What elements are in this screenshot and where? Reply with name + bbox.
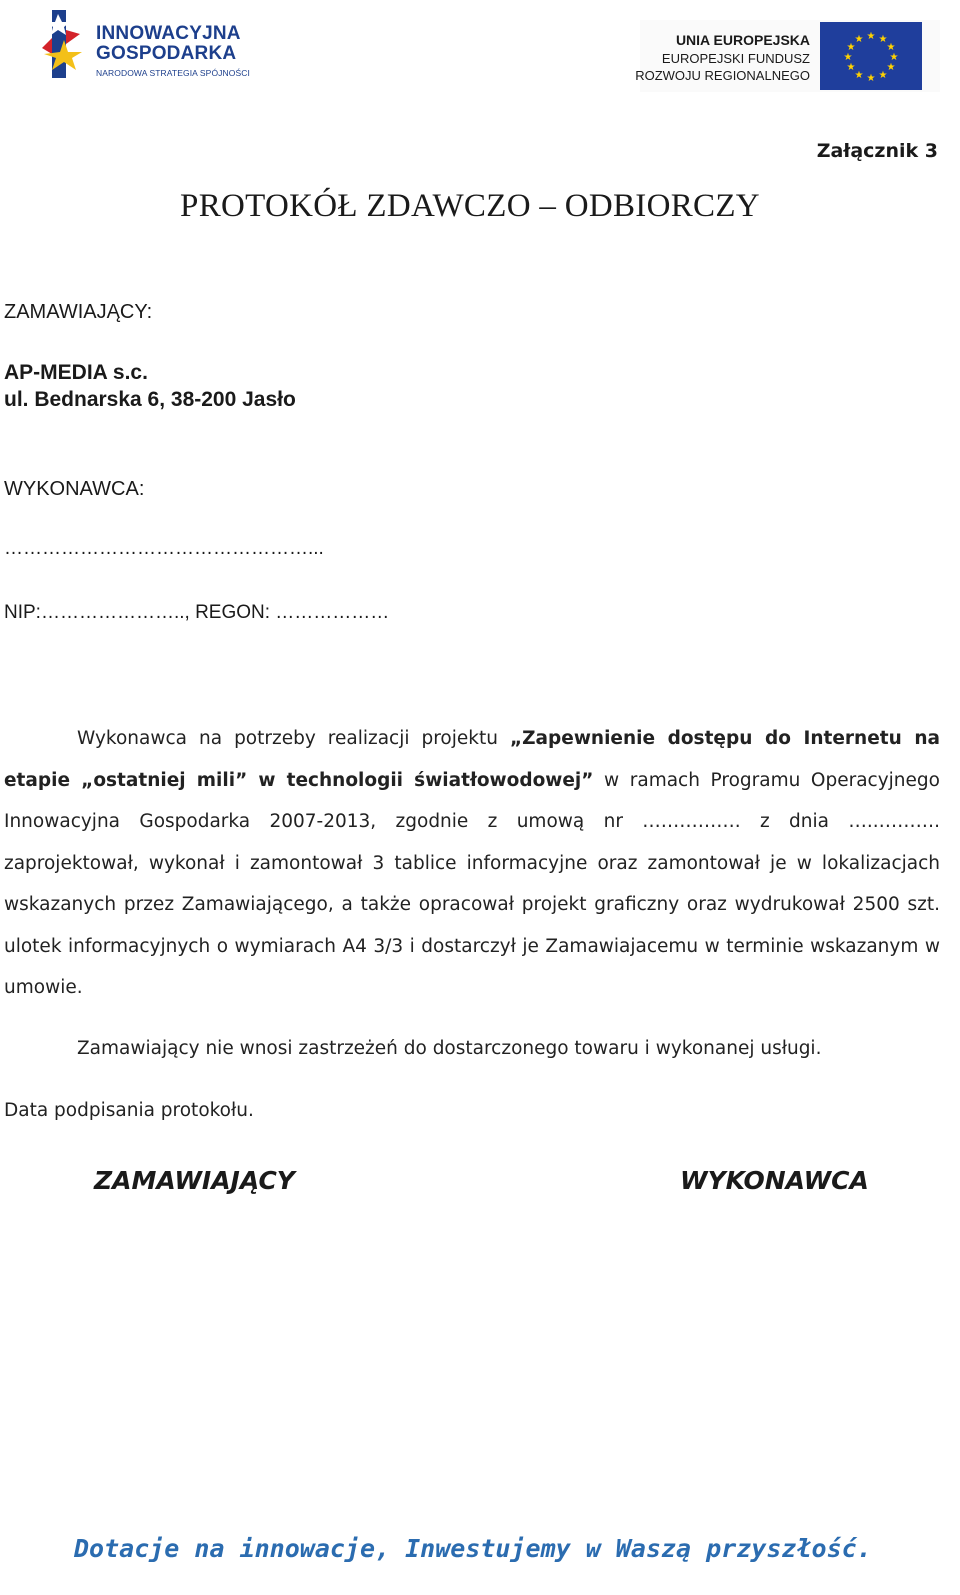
contractor-label: WYKONAWCA: — [4, 478, 145, 500]
signature-ordering-party: ZAMAWIAJĄCY — [94, 1166, 295, 1195]
signing-date-label: Data podpisania protokołu. — [4, 1100, 254, 1121]
svg-text:★: ★ — [846, 62, 856, 73]
innowacyjna-gospodarka-logo — [38, 8, 263, 80]
svg-text:★: ★ — [854, 70, 864, 81]
eu-flag-icon — [820, 22, 922, 90]
svg-text:★: ★ — [843, 52, 853, 63]
svg-text:★: ★ — [866, 73, 876, 84]
no-objections-statement: Zamawiający nie wnosi zastrzeżeń do dostarczonego towaru i wykonanej usługi. — [77, 1038, 822, 1059]
contractor-name-placeholder: …………………………………………... — [4, 538, 324, 559]
signature-contractor: WYKONAWCA — [680, 1166, 869, 1195]
svg-text:★: ★ — [878, 34, 888, 45]
eu-text-line1: UNIA EUROPEJSKA — [675, 32, 810, 48]
eu-text-line2: EUROPEJSKI FUNDUSZ — [661, 51, 810, 66]
annex-label: Załącznik 3 — [816, 140, 938, 162]
ordering-party-address: ul. Bednarska 6, 38-200 Jasło — [4, 388, 296, 411]
star-logo-icon — [38, 8, 84, 80]
project-name: „Zapewnienie dostępu do Internetu na etapie „ostatniej mili” w technologii światłowodowej” — [4, 728, 940, 791]
svg-text:★: ★ — [886, 42, 896, 53]
logo-text-line1: INNOWACYJNA — [96, 23, 241, 44]
logo-text-line3: NARODOWA STRATEGIA SPÓJNOŚCI — [96, 68, 250, 78]
main-paragraph: Wykonawca na potrzeby realizacji projektu „Zapewnienie dostępu do Internetu na etapie „ostatniej mili” w technologii światłowodowej” w ramach Programu Operacyjnego Innowacyjna Gospodarka 2007-2013, zgodnie z umową nr ……………. z dnia …..………. zaprojektował, wykonał i zamontował 3 tablice informacyjne oraz zamontował je w lokalizacjach wskazanych przez Zamawiającego, a także opracował projekt graficzny oraz wydrukował 2500 szt. ulotek informacyjnych o wymiarach A4 3/3 i dostarczył je Zamawiajacemu w terminie wskazanym w umowie. — [4, 728, 940, 998]
svg-text:★: ★ — [854, 34, 864, 45]
eu-fund-logo — [635, 20, 940, 92]
ordering-party-name: AP-MEDIA s.c. — [4, 361, 148, 384]
footer-slogan: Dotacje na innowacje, Inwestujemy w Waszą przyszłość. — [74, 1534, 872, 1563]
document-title: PROTOKÓŁ ZDAWCZO – ODBIORCZY — [180, 188, 760, 224]
svg-text:★: ★ — [878, 70, 888, 81]
svg-text:★: ★ — [866, 31, 876, 42]
eu-text-line3: ROZWOJU REGIONALNEGO — [635, 68, 810, 83]
ordering-party-label: ZAMAWIAJĄCY: — [4, 301, 153, 323]
svg-text:★: ★ — [889, 52, 899, 63]
svg-text:★: ★ — [846, 42, 856, 53]
contractor-ids: NIP:………………….., REGON: ……………… — [4, 602, 390, 623]
logo-text-line2: GOSPODARKA — [96, 43, 237, 64]
svg-text:★: ★ — [886, 62, 896, 73]
